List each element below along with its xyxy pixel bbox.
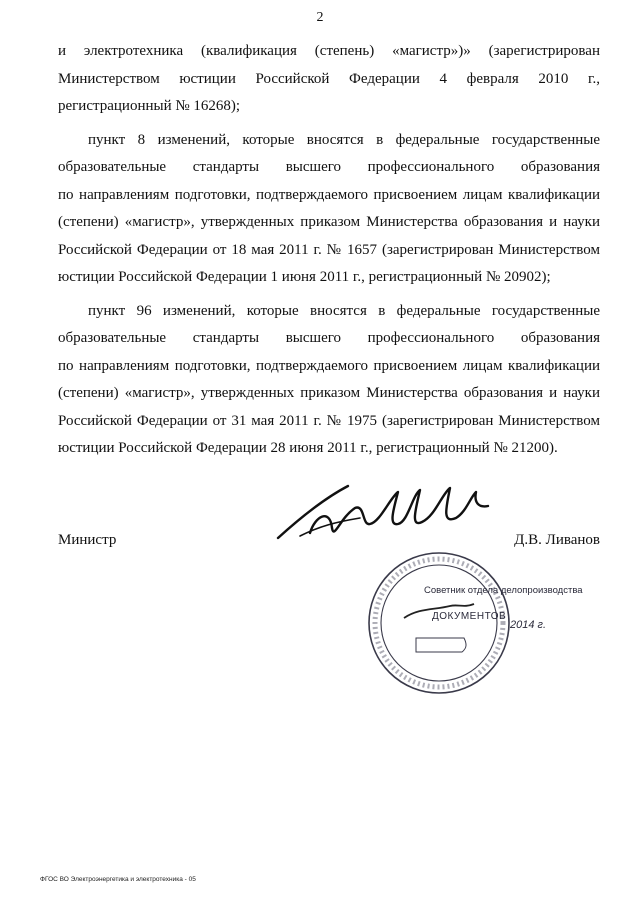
page-number: 2 [316,10,324,25]
signature-block [58,532,600,556]
stamp-docs-label: ДОКУМЕНТОВ [432,611,507,622]
body-line: образовательные стандарты высшего профессионального образования [58,330,600,346]
minister-name: Д.В. Ливанов [514,532,600,548]
body-line: регистрационный № 16268); [58,98,241,114]
body-line: по направлениям подготовки, подтверждаемого присвоением лицам квалификации [58,357,600,374]
body-line: пункт 8 изменений, которые вносятся в федеральные государственные [88,131,600,148]
body-line: юстиции Российской Федерации 1 июня 2011 г., регистрационный № 20902); [58,269,551,285]
body-line: пункт 96 изменений, которые вносятся в федеральные государственные [88,302,600,319]
body-line: образовательные стандарты высшего профессионального образования [58,159,600,175]
body-line: (степени) «магистр», утвержденных приказом Министерства образования и науки [58,214,600,230]
document-body [58,38,600,463]
body-line: юстиции Российской Федерации 28 июня 2011 г., регистрационный № 21200). [58,440,558,456]
body-line: и электротехника (квалификация (степень) «магистр»)» (зарегистрирован [58,43,600,59]
stamp-department-note: Советник отдела делопроизводства [424,585,583,596]
footer-caption: ФГОС ВО Электроэнергетика и электротехника - 05 [40,876,196,883]
stamp-year: 2014 г. [510,619,547,631]
minister-title: Министр [58,532,117,548]
body-line: Российской Федерации от 18 мая 2011 г. № 1657 (зарегистрирован Министерством [58,241,600,258]
body-line: по направлениям подготовки, подтверждаемого присвоением лицам квалификации [58,186,600,203]
body-line: Министерством юстиции Российской Федерации 4 февраля 2010 г., [58,70,600,87]
certification-stamp [364,548,514,698]
body-line: Российской Федерации от 31 мая 2011 г. № 1975 (зарегистрирован Министерством [58,412,600,429]
body-line: (степени) «магистр», утвержденных приказом Министерства образования и науки [58,385,600,401]
